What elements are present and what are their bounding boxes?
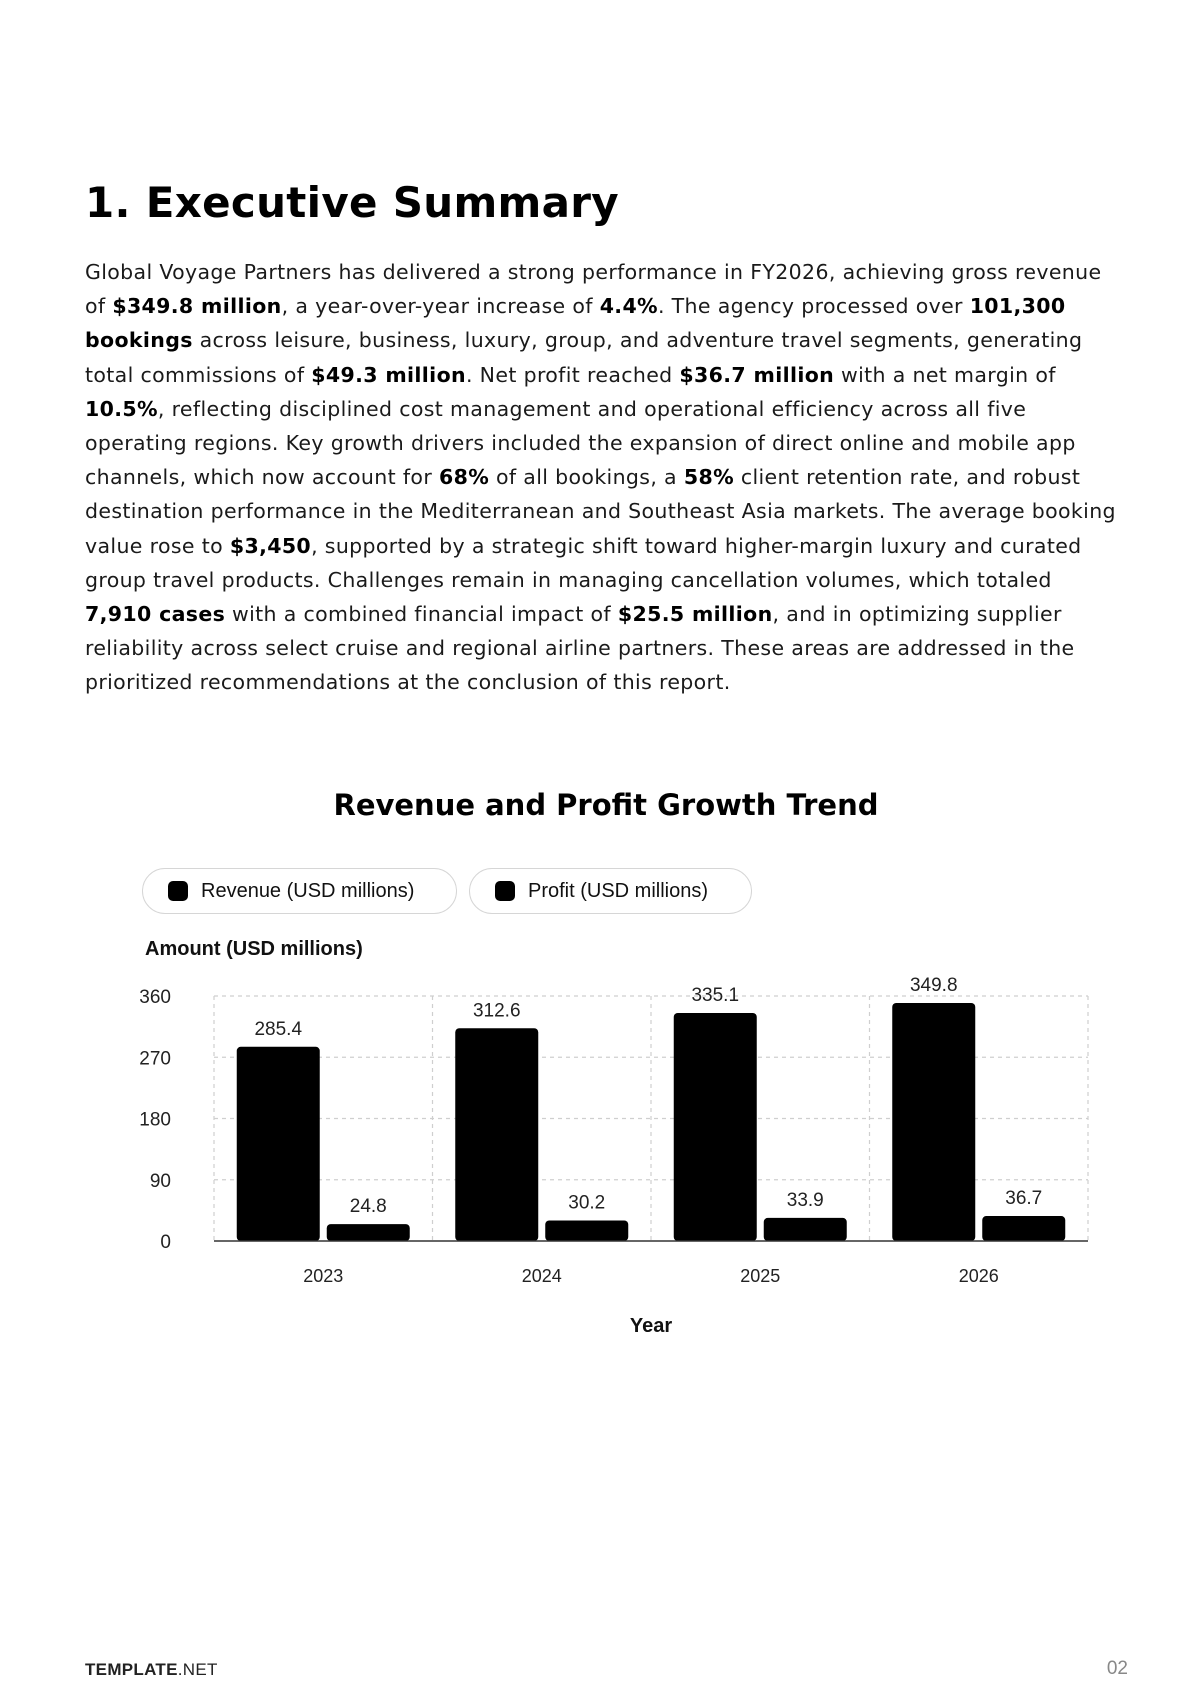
summary-text: with a net margin of <box>834 362 1056 387</box>
summary-highlight: 101,300 bookings <box>85 294 1066 353</box>
summary-highlight: $25.5 million <box>617 602 773 627</box>
summary-text: Global Voyage Partners has delivered a strong performance in FY2026, achieving gross revenue of <box>85 260 1102 319</box>
summary-highlight: $3,450 <box>229 533 312 558</box>
summary-text: client retention rate, and robust destination performance in the Mediterranean and Southeast Asia markets. The average booking value rose to <box>85 465 1116 558</box>
summary-highlight: 58% <box>683 465 734 490</box>
page-number: 02 <box>1106 1658 1128 1679</box>
revenue-data-label: 349.8 <box>909 974 958 996</box>
summary-highlight: 10.5% <box>85 396 158 421</box>
summary-highlight: $349.8 million <box>112 294 282 319</box>
profit-bar <box>545 1220 628 1241</box>
profit-bar <box>982 1216 1065 1241</box>
x-tick-label: 2023 <box>303 1266 344 1286</box>
summary-text: , and in optimizing supplier reliability across select cruise and regional airline partners. These areas are addressed in the prioritized recommendations at the conclusion of this report. <box>85 602 1075 695</box>
y-axis-title: Amount (USD millions) <box>145 938 363 960</box>
summary-highlight: $36.7 million <box>679 362 835 387</box>
summary-text: , a year-over-year increase of <box>281 294 600 319</box>
x-tick-label: 2025 <box>740 1266 781 1286</box>
summary-highlight: $49.3 million <box>311 362 466 387</box>
summary-text: . Net profit reached <box>465 362 680 387</box>
revenue-bar <box>674 1013 757 1241</box>
x-axis-title: Year <box>629 1315 673 1337</box>
summary-text: , reflecting disciplined cost management and operational efficiency across all five operating regions. Key growth drivers included the expansion of direct online and mobile app channels, which now account for <box>85 396 1076 490</box>
y-tick-label: 0 <box>160 1232 171 1253</box>
summary-highlight: 7,910 cases <box>85 602 226 627</box>
revenue-bar <box>892 1003 975 1241</box>
y-tick-label: 180 <box>139 1109 171 1131</box>
profit-data-label: 30.2 <box>568 1192 606 1214</box>
y-tick-label: 360 <box>139 987 171 1008</box>
section-title: 1. Executive Summary <box>85 178 619 227</box>
summary-highlight: 4.4% <box>599 294 658 319</box>
profit-bar <box>327 1224 410 1241</box>
footer-brand-logo <box>85 1660 218 1680</box>
summary-text: . The agency processed over <box>657 294 970 319</box>
legend-label-profit: Profit (USD millions) <box>528 879 709 902</box>
revenue-data-label: 335.1 <box>691 984 740 1006</box>
profit-data-label: 33.9 <box>786 1189 824 1211</box>
y-tick-label: 90 <box>149 1170 171 1192</box>
revenue-data-label: 285.4 <box>254 1018 303 1040</box>
summary-highlight: 68% <box>438 465 490 490</box>
revenue-bar <box>455 1028 538 1241</box>
summary-text: , supported by a strategic shift toward higher-margin luxury and curated group travel products. Challenges remain in managing cancellation volumes, which totaled <box>85 533 1082 592</box>
y-tick-label: 270 <box>139 1048 171 1070</box>
x-tick-label: 2024 <box>521 1266 562 1286</box>
summary-text: of all bookings, a <box>489 465 684 490</box>
legend-label-revenue: Revenue (USD millions) <box>201 879 415 902</box>
summary-text: across leisure, business, luxury, group, and adventure travel segments, generating total commissions of <box>85 328 1083 387</box>
footer-brand-bold: TEMPLATE <box>85 1660 178 1679</box>
footer-brand-rest: .NET <box>177 1660 218 1679</box>
profit-data-label: 24.8 <box>349 1196 387 1218</box>
revenue-bar <box>237 1047 320 1241</box>
profit-bar <box>764 1218 847 1241</box>
x-tick-label: 2026 <box>958 1266 999 1286</box>
chart-title: Revenue and Profit Growth Trend <box>333 788 879 822</box>
revenue-data-label: 312.6 <box>472 1000 521 1022</box>
profit-data-label: 36.7 <box>1005 1188 1043 1210</box>
summary-text: with a combined financial impact of <box>225 602 618 627</box>
